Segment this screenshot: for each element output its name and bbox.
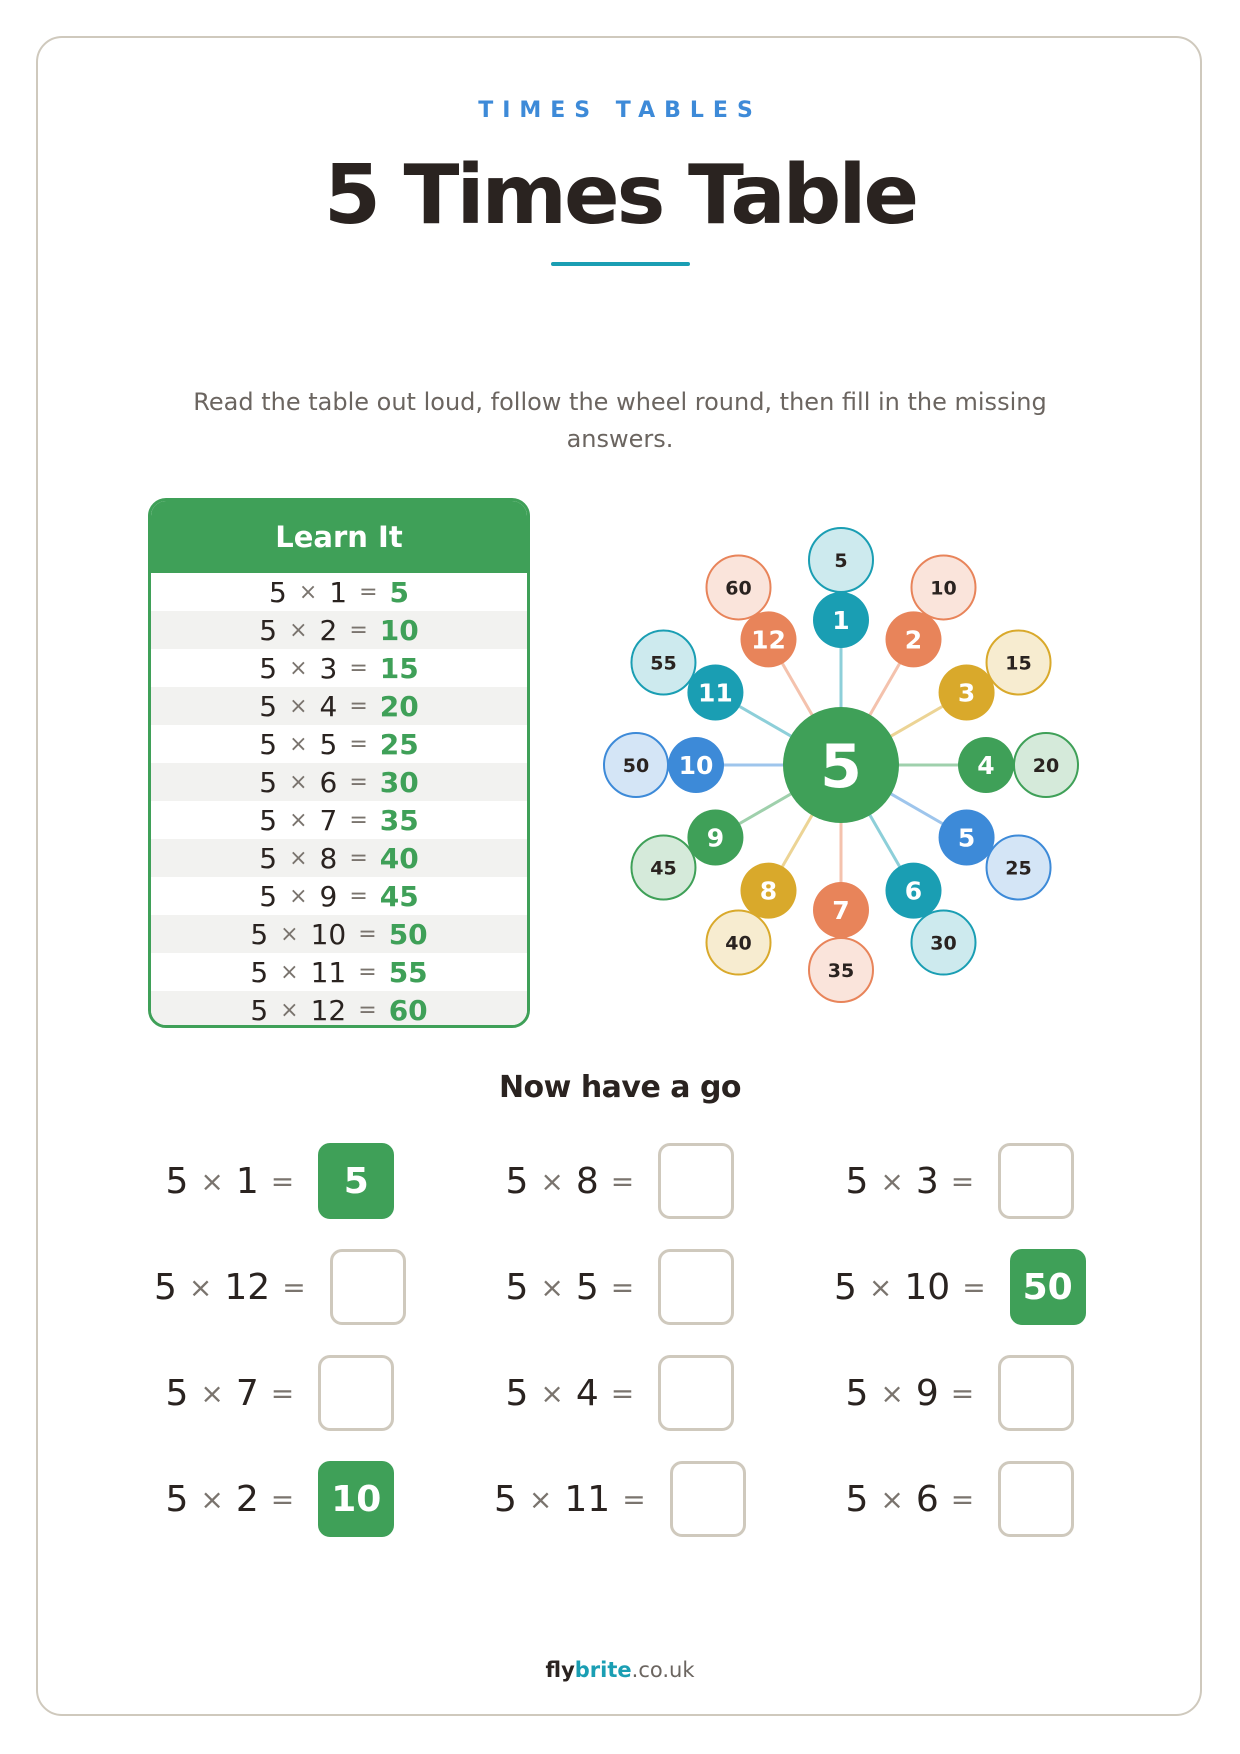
learn-row-answer: 50 xyxy=(388,917,428,951)
times-wheel-graphic xyxy=(596,520,1086,1010)
learn-row-equals-sign: = xyxy=(358,921,377,947)
wheel-factor-label: 11 xyxy=(698,678,733,708)
learn-row-factor-a: 5 xyxy=(259,841,278,875)
brand-domain: .co.uk xyxy=(631,1658,695,1682)
wheel-factor-label: 12 xyxy=(751,625,786,655)
practice-equals-sign: = xyxy=(950,1376,975,1410)
learn-row-times-sign: × xyxy=(289,655,308,681)
learn-row-equals-sign: = xyxy=(349,655,368,681)
page-kicker: TIMES TABLES xyxy=(478,98,762,123)
learn-row-factor-b: 7 xyxy=(319,803,338,837)
practice-factor-a: 5 xyxy=(154,1266,177,1308)
learn-row-factor-b: 5 xyxy=(319,727,338,761)
practice-factor-a: 5 xyxy=(845,1160,869,1202)
practice-factor-b: 3 xyxy=(915,1160,939,1202)
learn-it-rows xyxy=(151,573,527,1028)
practice-question xyxy=(846,1142,1075,1220)
learn-row-times-sign: × xyxy=(289,883,308,909)
learn-row-times-sign: × xyxy=(289,731,308,757)
learn-row xyxy=(151,991,527,1028)
learn-row-factor-a: 5 xyxy=(250,955,269,989)
practice-times-sign: × xyxy=(868,1270,893,1304)
answer-box[interactable] xyxy=(330,1249,406,1325)
wheel-factor-label: 5 xyxy=(957,823,976,853)
learn-row-times-sign: × xyxy=(289,807,308,833)
learn-row xyxy=(151,573,527,611)
practice-equals-sign: = xyxy=(950,1482,975,1516)
learn-row-times-sign: × xyxy=(289,769,308,795)
practice-question xyxy=(166,1460,395,1538)
learn-row-equals-sign: = xyxy=(349,731,368,757)
learn-row-factor-b: 6 xyxy=(319,765,338,799)
practice-factor-a: 5 xyxy=(505,1266,529,1308)
practice-equals-sign: = xyxy=(270,1482,295,1516)
brand-part-1: fly xyxy=(545,1658,575,1682)
learn-row xyxy=(151,649,527,687)
practice-equals-sign: = xyxy=(610,1376,635,1410)
learn-it-card xyxy=(148,498,530,1028)
practice-times-sign: × xyxy=(200,1164,224,1198)
practice-times-sign: × xyxy=(200,1376,224,1410)
practice-times-sign: × xyxy=(540,1376,564,1410)
answer-box[interactable] xyxy=(658,1249,734,1325)
wheel-answer-label: 20 xyxy=(1032,755,1060,777)
answer-box[interactable] xyxy=(998,1355,1074,1431)
answer-box-filled: 5 xyxy=(318,1143,394,1219)
learn-row-factor-a: 5 xyxy=(259,803,278,837)
learn-row-factor-b: 8 xyxy=(319,841,338,875)
intro-text: Read the table out loud, follow the wheel round, then fill in the missing answers. xyxy=(193,388,1047,453)
learn-row-factor-a: 5 xyxy=(259,879,278,913)
title-underline xyxy=(551,262,690,266)
answer-box[interactable] xyxy=(998,1461,1074,1537)
learn-row-factor-b: 2 xyxy=(319,613,338,647)
learn-it-heading: Learn It xyxy=(151,501,527,573)
practice-question xyxy=(154,1248,406,1326)
practice-question xyxy=(846,1460,1075,1538)
learn-row-answer: 5 xyxy=(389,575,409,609)
learn-row xyxy=(151,611,527,649)
wheel-answer-label: 35 xyxy=(827,960,855,982)
learn-row-factor-b: 3 xyxy=(319,651,338,685)
answer-box-filled: 50 xyxy=(1010,1249,1086,1325)
wheel-factor-label: 8 xyxy=(759,876,778,906)
practice-factor-b: 10 xyxy=(904,1266,951,1308)
practice-factor-b: 9 xyxy=(915,1372,939,1414)
learn-row-factor-a: 5 xyxy=(259,727,278,761)
wheel-answer-label: 55 xyxy=(650,652,677,675)
wheel-answer-label: 60 xyxy=(725,577,752,600)
practice-factor-b: 2 xyxy=(235,1478,259,1520)
learn-row xyxy=(151,725,527,763)
learn-row-factor-b: 12 xyxy=(310,993,347,1027)
footer-brand xyxy=(0,1658,1240,1682)
practice-factor-b: 4 xyxy=(575,1372,599,1414)
learn-row xyxy=(151,915,527,953)
practice-equals-sign: = xyxy=(962,1270,986,1304)
page-title: 5 Times Table xyxy=(323,148,917,243)
practice-times-sign: × xyxy=(880,1164,904,1198)
brand-part-2: brite xyxy=(574,1658,632,1682)
learn-row-answer: 60 xyxy=(388,993,428,1027)
wheel-answer-label: 40 xyxy=(725,932,752,955)
answer-box[interactable] xyxy=(658,1355,734,1431)
practice-factor-a: 5 xyxy=(834,1266,857,1308)
learn-row-factor-a: 5 xyxy=(259,613,278,647)
practice-factor-b: 7 xyxy=(235,1372,259,1414)
learn-row-factor-a: 5 xyxy=(259,765,278,799)
learn-row-answer: 25 xyxy=(379,727,419,761)
learn-row-times-sign: × xyxy=(280,997,299,1023)
practice-factor-b: 1 xyxy=(235,1160,259,1202)
practice-question xyxy=(494,1460,746,1538)
learn-row-factor-b: 11 xyxy=(310,955,347,989)
learn-row-times-sign: × xyxy=(298,579,318,605)
learn-row-answer: 30 xyxy=(379,765,419,799)
learn-row-times-sign: × xyxy=(280,921,299,947)
practice-times-sign: × xyxy=(540,1270,564,1304)
learn-row-factor-a: 5 xyxy=(250,993,269,1027)
learn-row-equals-sign: = xyxy=(349,883,368,909)
learn-row-equals-sign: = xyxy=(349,807,368,833)
learn-row-equals-sign: = xyxy=(349,845,368,871)
learn-row xyxy=(151,763,527,801)
answer-box[interactable] xyxy=(998,1143,1074,1219)
learn-row-answer: 20 xyxy=(379,689,419,723)
learn-row-equals-sign: = xyxy=(358,997,377,1023)
practice-question xyxy=(834,1248,1086,1326)
learn-row-factor-b: 4 xyxy=(319,689,338,723)
learn-row-factor-a: 5 xyxy=(259,651,278,685)
learn-row-equals-sign: = xyxy=(349,693,368,719)
practice-factor-a: 5 xyxy=(165,1160,189,1202)
wheel-center-label: 5 xyxy=(820,732,862,802)
wheel-answer-label: 10 xyxy=(930,577,957,600)
learn-row-answer: 40 xyxy=(379,841,419,875)
wheel-factor-label: 7 xyxy=(832,896,850,925)
practice-factor-a: 5 xyxy=(845,1478,869,1520)
practice-factor-a: 5 xyxy=(165,1478,189,1520)
learn-row-answer: 45 xyxy=(379,879,419,913)
practice-times-sign: × xyxy=(540,1164,564,1198)
practice-equals-sign: = xyxy=(610,1270,635,1304)
wheel-answer-label: 30 xyxy=(930,932,957,955)
learn-row-answer: 55 xyxy=(388,955,428,989)
practice-question xyxy=(846,1354,1075,1432)
learn-row xyxy=(151,877,527,915)
learn-row-factor-b: 9 xyxy=(319,879,338,913)
learn-row-equals-sign: = xyxy=(349,769,368,795)
practice-question xyxy=(506,1248,735,1326)
practice-question xyxy=(166,1142,395,1220)
practice-factor-b: 8 xyxy=(575,1160,599,1202)
wheel-factor-label: 1 xyxy=(832,606,850,635)
wheel-factor-label: 2 xyxy=(904,625,923,655)
wheel-factor-label: 3 xyxy=(957,678,976,708)
practice-factor-a: 5 xyxy=(505,1372,529,1414)
practice-factor-a: 5 xyxy=(494,1478,517,1520)
wheel-factor-label: 10 xyxy=(678,751,714,780)
practice-times-sign: × xyxy=(188,1270,213,1304)
answer-box[interactable] xyxy=(670,1461,746,1537)
practice-factor-a: 5 xyxy=(165,1372,189,1414)
wheel-factor-label: 9 xyxy=(706,823,725,853)
practice-equals-sign: = xyxy=(282,1270,306,1304)
practice-times-sign: × xyxy=(200,1482,224,1516)
learn-row xyxy=(151,801,527,839)
answer-box[interactable] xyxy=(318,1355,394,1431)
wheel-answer-label: 15 xyxy=(1005,652,1032,675)
learn-row xyxy=(151,687,527,725)
practice-question xyxy=(506,1142,735,1220)
practice-factor-a: 5 xyxy=(505,1160,529,1202)
practice-equals-sign: = xyxy=(622,1482,646,1516)
learn-row-factor-a: 5 xyxy=(259,689,278,723)
practice-times-sign: × xyxy=(880,1482,904,1516)
learn-row xyxy=(151,839,527,877)
practice-equals-sign: = xyxy=(270,1376,295,1410)
learn-row-factor-b: 1 xyxy=(329,575,348,609)
answer-box[interactable] xyxy=(658,1143,734,1219)
learn-row-times-sign: × xyxy=(289,693,308,719)
learn-row-times-sign: × xyxy=(289,617,308,643)
practice-equals-sign: = xyxy=(270,1164,295,1198)
practice-factor-b: 11 xyxy=(564,1478,611,1520)
practice-factor-b: 12 xyxy=(224,1266,271,1308)
wheel-factor-label: 4 xyxy=(977,751,995,780)
wheel-answer-label: 50 xyxy=(622,755,650,777)
learn-row-equals-sign: = xyxy=(349,617,368,643)
learn-row-answer: 10 xyxy=(379,613,419,647)
learn-row-factor-b: 10 xyxy=(310,917,347,951)
learn-row-equals-sign: = xyxy=(359,579,378,605)
learn-row-equals-sign: = xyxy=(358,959,377,985)
learn-row xyxy=(151,953,527,991)
learn-row-answer: 35 xyxy=(379,803,419,837)
learn-row-times-sign: × xyxy=(289,845,308,871)
wheel-answer-label: 45 xyxy=(650,857,677,880)
practice-equals-sign: = xyxy=(950,1164,975,1198)
wheel-answer-label: 5 xyxy=(834,550,848,572)
learn-row-times-sign: × xyxy=(280,959,299,985)
wheel-factor-label: 6 xyxy=(904,876,923,906)
learn-row-factor-a: 5 xyxy=(250,917,269,951)
practice-factor-b: 5 xyxy=(575,1266,599,1308)
times-wheel xyxy=(596,520,1086,1010)
practice-equals-sign: = xyxy=(610,1164,635,1198)
answer-box-filled: 10 xyxy=(318,1461,394,1537)
learn-row-factor-a: 5 xyxy=(268,575,287,609)
practice-heading: Now have a go xyxy=(498,1070,742,1105)
practice-factor-b: 6 xyxy=(915,1478,939,1520)
wheel-answer-label: 25 xyxy=(1005,857,1032,880)
learn-row-answer: 15 xyxy=(379,651,419,685)
practice-question xyxy=(506,1354,735,1432)
practice-question xyxy=(166,1354,395,1432)
practice-factor-a: 5 xyxy=(845,1372,869,1414)
practice-times-sign: × xyxy=(528,1482,553,1516)
practice-times-sign: × xyxy=(880,1376,904,1410)
